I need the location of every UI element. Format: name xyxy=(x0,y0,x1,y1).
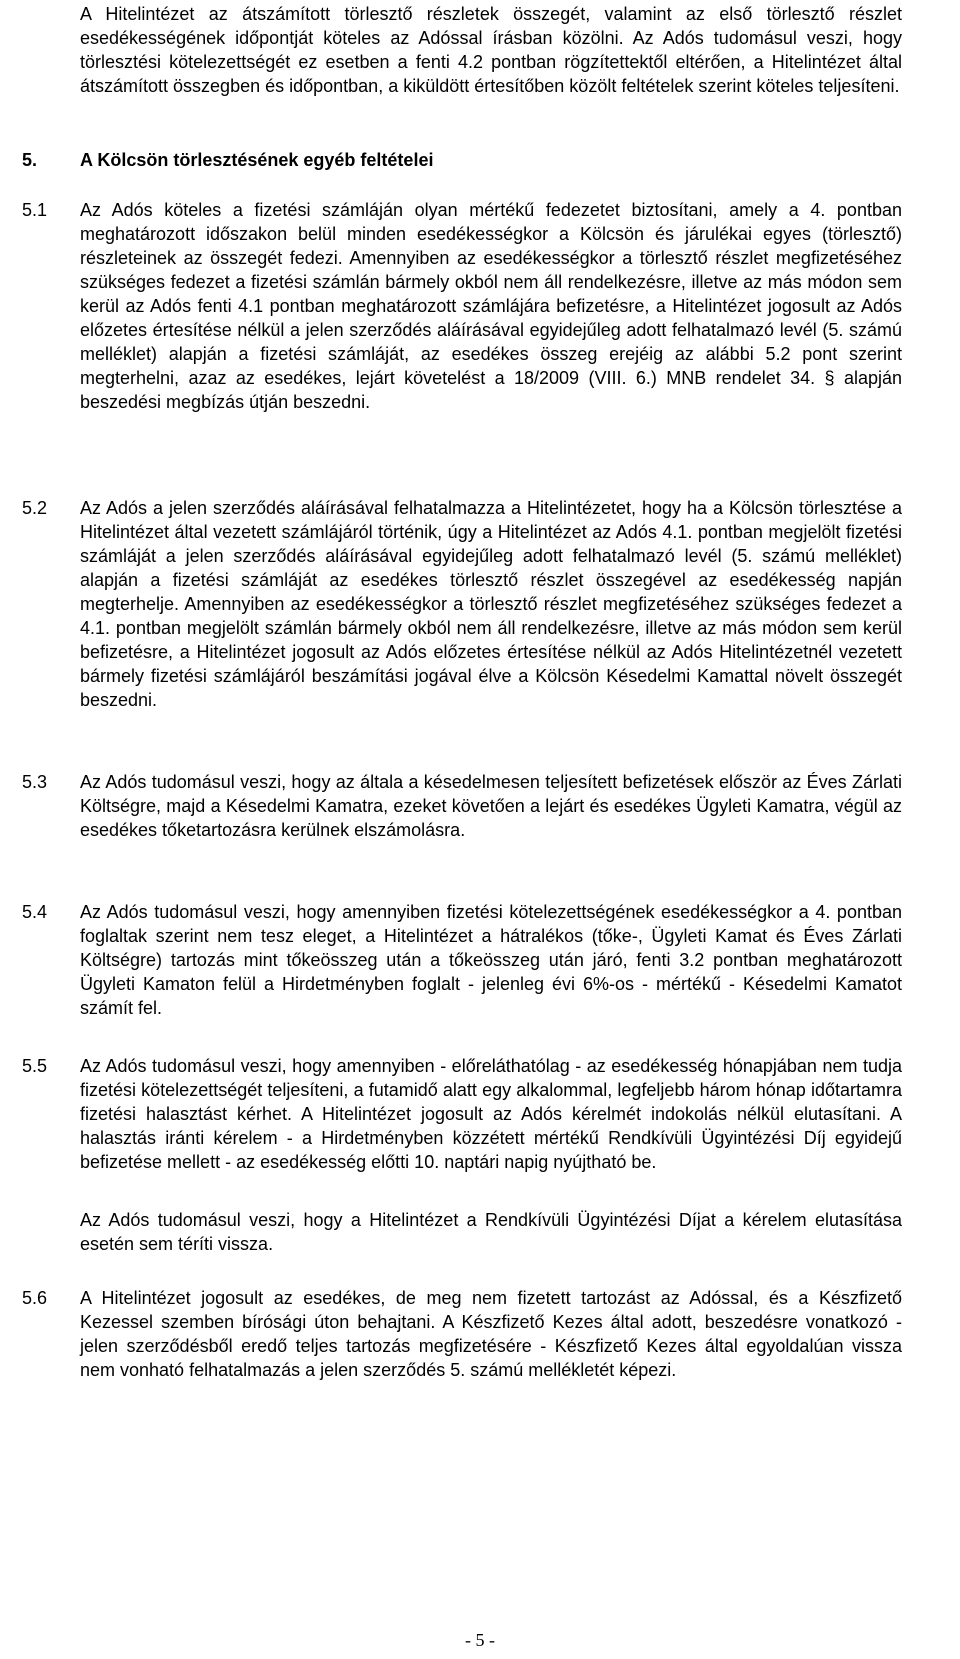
paragraph-text: Az Adós köteles a fizetési számláján olyan mértékű fedezetet biztosítani, amely a 4. pontban meghatározott időszakon belül minden esedékességkor a Kölcsön és járulékai egyes (törlesztő) részleteinek az összegét fedezi. Amennyiben az esedékességkor a törlesztő részlet megfizetéséhez szükséges fedezet a fizetési számlán bármely okból nem áll rendelkezésre, illetve az más módon sem kerül az Adós fenti 4.1 pontban meghatározott számlájára befizetésre, a Hitelintézet jogosult az Adós előzetes értesítése nélkül a jelen szerződés aláírásával egyidejűleg adott felhatalmazó levél (5. számú melléklet) alapján a fizetési számláját, az esedékes összeg erejéig az alábbi 5.2 pont szerint megterhelni, azaz az esedékes, lejárt követelést a 18/2009 (VIII. 6.) MNB rendelet 34. § alapján beszedési megbízás útján beszedni. xyxy=(80,200,902,412)
paragraph-number: 5.4 xyxy=(22,902,48,922)
paragraph-number: 5.2 xyxy=(22,498,48,518)
paragraph-text: Az Adós a jelen szerződés aláírásával felhatalmazza a Hitelintézetet, hogy ha a Kölcsön törlesztése a Hitelintézet által vezetett számlájáról történik, úgy a Hitelintézet az Adós 4.1. pontban megjelölt fizetési számláját a jelen szerződés aláírásával egyidejűleg adott felhatalmazó levél (5. számú melléklet) alapján a fizetési számláját az esedékes törlesztő részlet összegével az esedékesség napján megterhelje. Amennyiben az esedékességkor a törlesztő részlet megfizetéséhez szükséges fedezet a 4.1. pontban megjelölt számlán bármely okból nem áll rendelkezésre, illetve az más módon sem kerül befizetésre, a Hitelintézet jogosult az Adós előzetes értesítése nélkül az Adós Hitelintézetnél vezetett bármely fizetési számlájáról beszámítási jogával élve a Kölcsön Késedelmi Kamattal növelt összegét beszedni. xyxy=(80,498,902,710)
section-heading xyxy=(22,148,433,172)
paragraph-number: 5.6 xyxy=(22,1288,48,1308)
section-number: 5. xyxy=(22,150,38,170)
paragraph-text: Az Adós tudomásul veszi, hogy amennyiben fizetési kötelezettségének esedékességkor a 4. pontban foglaltak szerint nem tesz eleget, a Hitelintézet a hátralékos (tőke-, Ügyleti Kamat és Éves Zárlati Költségre) tartozás mint tőkeösszeg után a tőkeösszeg után járó, fenti 3.2 pontban meghatározott Ügyleti Kamaton felül a Hirdetményben foglalt - jelenleg évi 6%-os - mértékű - Késedelmi Kamatot számít fel. xyxy=(80,902,902,1018)
paragraph-number: 5.5 xyxy=(22,1056,48,1076)
section-title: A Kölcsön törlesztésének egyéb feltételei xyxy=(80,150,434,170)
page-number: - 5 - xyxy=(465,1630,495,1650)
paragraph-number: 5.3 xyxy=(22,772,48,792)
paragraph-5-5-continuation: Az Adós tudomásul veszi, hogy a Hitelintézet a Rendkívüli Ügyintézési Díjat a kérelem elutasítása esetén sem téríti vissza. xyxy=(80,1210,902,1254)
paragraph-text: Az Adós tudomásul veszi, hogy az általa a késedelmesen teljesített befizetések először az Éves Zárlati Költségre, majd a Késedelmi Kamatra, ezeket követően a lejárt és esedékes Ügyleti Kamatra, végül az esedékes tőketartozásra kerülnek elszámolásra. xyxy=(80,772,902,840)
paragraph-text: Az Adós tudomásul veszi, hogy amennyiben - előreláthatólag - az esedékesség hónapjában nem tudja fizetési kötelezettségét teljesíteni, a futamidő alatt egy alkalommal, legfeljebb három hónap időtartamra fizetési halasztást kérhet. A Hitelintézet jogosult az Adós kérelmét indokolás nélkül elutasítani. A halasztás iránti kérelem - a Hirdetményben közzétett mértékű Rendkívüli Ügyintézési Díj egyidejű befizetése mellett - az esedékesség előtti 10. naptári napig nyújtható be. xyxy=(80,1056,902,1172)
paragraph-text: A Hitelintézet jogosult az esedékes, de meg nem fizetett tartozást az Adóssal, és a Készfizető Kezessel szemben bírósági úton behajtani. A Készfizető Kezes által adott, beszedésre vonatkozó - jelen szerződésből eredő teljes tartozás megfizetésére - Készfizető Kezes által egyoldalúan vissza nem vonható felhatalmazás a jelen szerződés 5. számú mellékletét képezi. xyxy=(80,1288,902,1380)
paragraph-number: 5.1 xyxy=(22,200,48,220)
intro-paragraph: A Hitelintézet az átszámított törlesztő részletek összegét, valamint az első törlesztő részlet esedékességének időpontját köteles az Adóssal írásban közölni. Az Adós tudomásul veszi, hogy törlesztési kötelezettségét ez esetben a fenti 4.2 pontban rögzítettektől eltérően, a Hitelintézet által átszámított összegben és időpontban, a kiküldött értesítőben közölt feltételek szerint köteles teljesíteni. xyxy=(80,4,902,96)
